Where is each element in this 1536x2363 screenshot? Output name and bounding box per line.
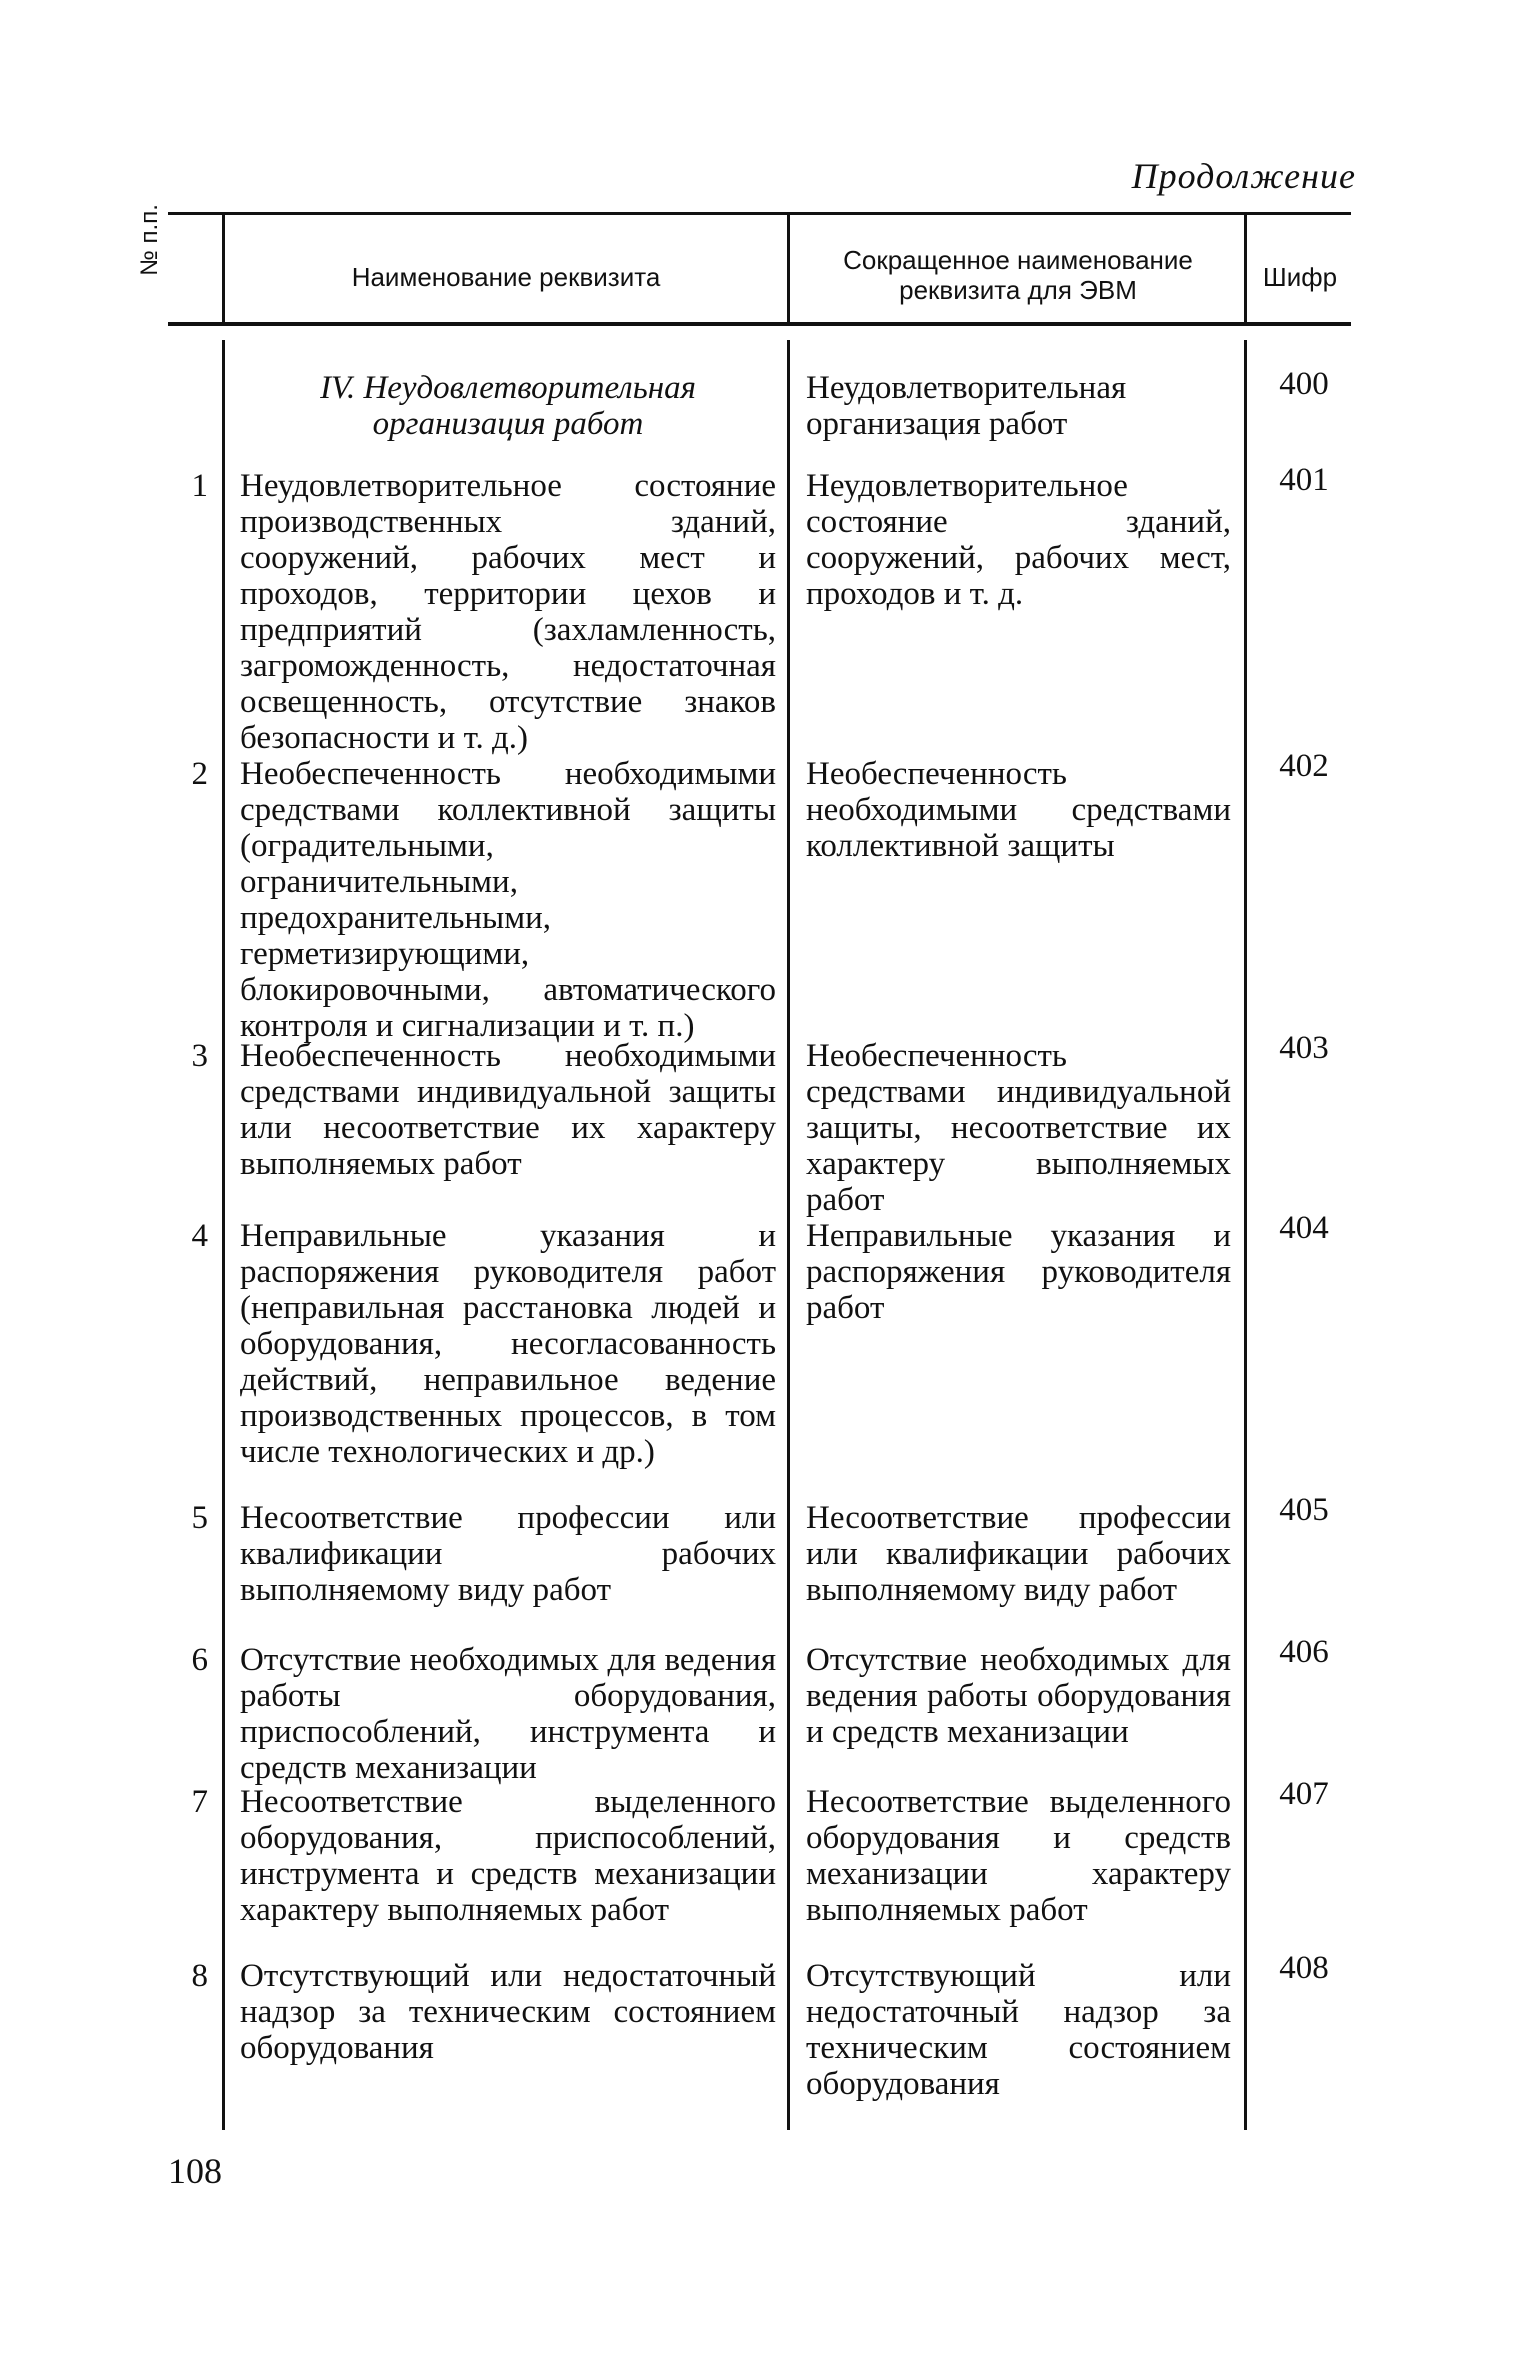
code-cell: 400 <box>1279 366 1329 402</box>
short-name-cell: Необеспеченность необходимыми средствами коллективной защиты <box>806 756 1231 864</box>
row-number: 3 <box>191 1038 208 1074</box>
page-number: 108 <box>168 2151 222 2191</box>
code-cell: 404 <box>1279 1210 1329 1246</box>
body-divider-2 <box>787 340 790 2130</box>
short-name-cell: Отсутствующий или недостаточный надзор за техническим состоянием оборудования <box>806 1958 1231 2102</box>
name-cell: Несоответствие профессии или квалификации рабочих выполняемому виду работ <box>240 1500 776 1608</box>
short-name-cell: Отсутствие необходимых для ведения работы оборудования и средств механизации <box>806 1642 1231 1750</box>
short-name-cell: Необеспеченность средствами индивидуальной защиты, несоответствие их характеру выполняемых работ <box>806 1038 1231 1218</box>
header-number: № п.п. <box>136 204 163 276</box>
header-divider-2 <box>787 212 790 322</box>
row-number: 1 <box>191 468 208 504</box>
row-number: 8 <box>191 1958 208 1994</box>
row-number: 4 <box>191 1218 208 1254</box>
code-cell: 401 <box>1279 462 1329 498</box>
short-name-cell: Несоответствие профессии или квалификации рабочих выполняемому виду работ <box>806 1500 1231 1608</box>
header-name: Наименование реквизита <box>351 262 661 292</box>
name-cell: Неудовлетворительное состояние производственных зданий, сооружений, рабочих мест и проходов, территории цехов и предприятий (захламленность, загроможденность, недостаточная освещенность, отсутствие знаков безопасности и т. д.) <box>240 468 776 756</box>
header-divider-3 <box>1244 212 1247 322</box>
section-title: IV. Неудовлетворительная организация работ <box>320 370 696 442</box>
short-name-cell: Неудовлетворительное состояние зданий, сооружений, рабочих мест, проходов и т. д. <box>806 468 1231 612</box>
row-number: 6 <box>191 1642 208 1678</box>
code-cell: 402 <box>1279 748 1329 784</box>
row-number: 5 <box>191 1500 208 1536</box>
header-short-name: Сокращенное наименование реквизита для ЭВМ <box>843 245 1193 305</box>
body-divider-1 <box>222 340 225 2130</box>
short-name-cell: Неправильные указания и распоряжения руководителя работ <box>806 1218 1231 1326</box>
name-cell: Необеспеченность необходимыми средствами индивидуальной защиты или несоответствие их характеру выполняемых работ <box>240 1038 776 1182</box>
continuation-label: Продолжение <box>1131 156 1356 196</box>
code-cell: 407 <box>1279 1776 1329 1812</box>
row-number: 2 <box>191 756 208 792</box>
header-divider-1 <box>222 212 225 322</box>
code-cell: 408 <box>1279 1950 1329 1986</box>
short-name-cell: Неудовлетворительная организация работ <box>806 370 1127 442</box>
name-cell: Отсутствие необходимых для ведения работы оборудования, приспособлений, инструмента и средств механизации <box>240 1642 776 1786</box>
header-code: Шифр <box>1262 262 1338 292</box>
name-cell: Неправильные указания и распоряжения руководителя работ (неправильная расстановка людей и оборудования, несогласованность действий, неправильное ведение производственных процессов, в том числе технологических и др.) <box>240 1218 776 1470</box>
short-name-cell: Несоответствие выделенного оборудования и средств механизации характеру выполняемых работ <box>806 1784 1231 1928</box>
name-cell: Необеспеченность необходимыми средствами коллективной защиты (оградительными, ограничительными, предохранительными, герметизирующими, блокировочными, автоматического контроля и сигнализации и т. п.) <box>240 756 776 1044</box>
code-cell: 403 <box>1279 1030 1329 1066</box>
row-number: 7 <box>191 1784 208 1820</box>
name-cell: Несоответствие выделенного оборудования, приспособлений, инструмента и средств механизации характеру выполняемых работ <box>240 1784 776 1928</box>
name-cell: Отсутствующий или недостаточный надзор за техническим состоянием оборудования <box>240 1958 776 2066</box>
header-bottom-rule <box>168 322 1351 326</box>
code-cell: 406 <box>1279 1634 1329 1670</box>
table-top-rule <box>168 212 1351 215</box>
code-cell: 405 <box>1279 1492 1329 1528</box>
